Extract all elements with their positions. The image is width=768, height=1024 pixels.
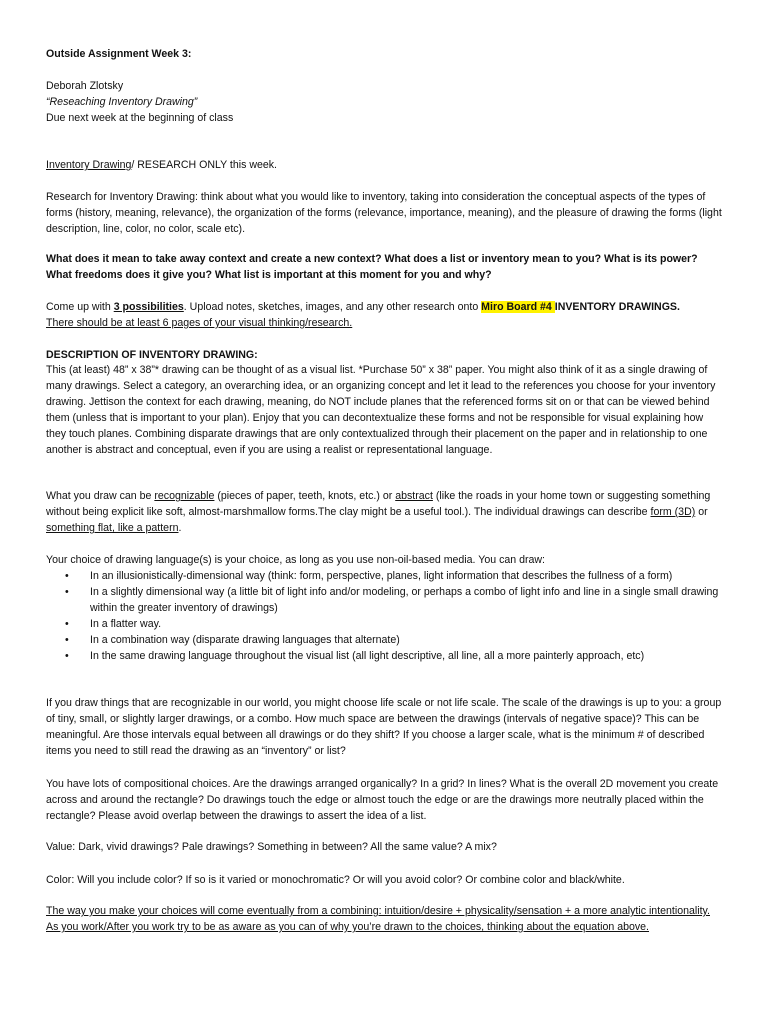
list-item [46,584,722,616]
due-date: Due next week at the beginning of class [46,112,234,124]
possibilities-paragraph [46,299,722,331]
bullet-icon: • [65,650,69,662]
abstract-term: abstract [395,490,433,502]
what-you-draw-text-5: . [178,522,182,534]
what-you-draw-text-1: What you draw can be [46,490,155,502]
what-you-draw-text-3: (like the roads in your home town or suggesting something without being explicit like soft, almost-marshmallow forms.The clay might be a useful tool.). The individual drawings can describe [46,490,711,518]
what-you-draw-paragraph [46,488,722,536]
scale-paragraph: If you draw things that are recognizable in our world, you might choose life scale or not life scale. The scale of the drawings is up to you: a group of tiny, small, or slightly larger drawings, or a combo. How much space are between the drawings (intervals of negative space)? This can be meaningful. Are those intervals equal between all drawings or do they shift? If you choose a larger scale, what is the minimum # of described items you need to still read the drawing as an “inventory” or list? [46,697,722,757]
possibilities-count: 3 possibilities [113,301,184,313]
possibilities-text-2: . Upload notes, sketches, images, and any other research onto [183,301,482,313]
list-item [46,568,722,584]
list-item [46,632,722,648]
assignment-title: Outside Assignment Week 3: [46,48,192,60]
pages-note: There should be at least 6 pages of your visual thinking/research. [46,317,353,329]
recognizable-term: recognizable [154,490,215,502]
list-item-text: In a slightly dimensional way (a little bit of light info and/or modeling, or perhaps a combo of light info and line in a single small drawing within the greater inventory of drawings) [90,586,719,614]
language-intro: Your choice of drawing language(s) is your choice, as long as you use non-oil-based media. You can draw: [46,554,545,566]
list-item [46,648,722,664]
list-item-text: In a combination way (disparate drawing languages that alternate) [90,634,400,646]
list-item [46,616,722,632]
miro-board-highlight: Miro Board #4 [481,301,555,313]
what-you-draw-text-2: (pieces of paper, teeth, knots, etc.) or [214,490,396,502]
assignment-subtitle: “Reseaching Inventory Drawing” [46,96,198,108]
closing-paragraph: The way you make your choices will come eventually from a combining: intuition/desire + physicality/sensation + a more analytic intentionality. As you work/After you work try to be as aware as you can of why you’re drawn to the choices, thinking about the equation above. [46,905,710,933]
bullet-icon: • [65,634,69,646]
composition-paragraph: You have lots of compositional choices. Are the drawings arranged organically? In a grid? In lines? What is the overall 2D movement you create across and around the rectangle? Do drawings touch the edge or almost touch the edge or are the drawings more neutrally placed within the rectangle? Please avoid overlap between the drawings to assert the idea of a list. [46,778,719,822]
what-you-draw-text-4: or [695,506,708,518]
instructor-name: Deborah Zlotsky [46,80,124,92]
list-item-text: In an illusionistically-dimensional way (think: form, perspective, planes, light information that describes the fullness of a form) [90,570,673,582]
color-paragraph: Color: Will you include color? If so is it varied or monochromatic? Or will you avoid color? Or combine color and black/white. [46,874,625,886]
research-heading [46,157,722,173]
research-heading-rest: / RESEARCH ONLY this week. [131,159,278,171]
miro-board-rest: INVENTORY DRAWINGS. [554,301,680,313]
flat-pattern-term: something flat, like a pattern [46,522,179,534]
research-paragraph: Research for Inventory Drawing: think about what you would like to inventory, taking into consideration the conceptual aspects of the types of forms (history, meaning, relevance), the organization of the forms (relevance, importance, meaning), and the pleasure of drawing the forms (light description, line, color, no color, scale etc). [46,191,722,235]
list-item-text: In a flatter way. [90,618,162,630]
list-item-text: In the same drawing language throughout the visual list (all light descriptive, all line, all a more painterly approach, etc) [90,650,645,662]
research-heading-underlined: Inventory Drawing [46,159,132,171]
bullet-icon: • [65,618,69,630]
bullet-icon: • [65,570,69,582]
language-list [46,568,722,664]
possibilities-text-1: Come up with [46,301,114,313]
bullet-icon: • [65,586,69,598]
context-questions: What does it mean to take away context and create a new context? What does a list or inventory mean to you? What is its power? What freedoms does it give you? What list is important at this moment for you and why? [46,253,698,281]
form-3d-term: form (3D) [650,506,696,518]
description-paragraph: This (at least) 48” x 38”* drawing can be thought of as a visual list. *Purchase 50” x 38” paper. You might also think of it as a single drawing of many drawings. Select a category, an overarching idea, or an organizing concept and let it lead to the references you choose for your inventory drawing. Jettison the context for each drawing, meaning, do NOT include planes that the referenced forms sit on or that can be viewed behind them (unless that is important to your plan). Enjoy that you can decontextualize these forms and not be responsible for visual explaining how they touch planes. Combining disparate drawings that are only contextualized through their placement on the paper and in relationship to one another is abstract and conceptual, even if you are using a realist or representational language. [46,364,716,456]
value-paragraph: Value: Dark, vivid drawings? Pale drawings? Something in between? All the same value? A mix? [46,841,497,853]
description-heading: DESCRIPTION OF INVENTORY DRAWING: [46,349,258,361]
